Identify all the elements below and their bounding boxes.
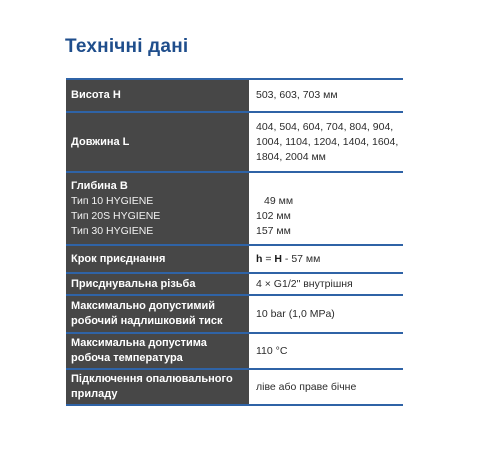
spec-table bbox=[66, 78, 403, 406]
table-row bbox=[66, 273, 403, 295]
row-label-length: Довжина L bbox=[66, 112, 250, 172]
row-label-height: Висота Н bbox=[66, 79, 250, 112]
row-label-depth bbox=[66, 172, 250, 245]
table-row bbox=[66, 79, 403, 112]
row-value-temperature: 110 °C bbox=[250, 333, 404, 369]
table-row bbox=[66, 369, 403, 405]
row-value-height: 503, 603, 703 мм bbox=[250, 79, 404, 112]
table-row bbox=[66, 245, 403, 273]
table-row bbox=[66, 112, 403, 172]
depth-type-10: Тип 10 HYGIENE bbox=[71, 194, 154, 207]
row-value-pitch: h = H - 57 мм bbox=[250, 245, 404, 273]
depth-value-20s: 102 мм bbox=[256, 209, 291, 222]
table-row bbox=[66, 333, 403, 369]
depth-value-10: 49 мм bbox=[264, 194, 294, 207]
depth-label: Глибина В bbox=[71, 179, 128, 192]
table-row bbox=[66, 295, 403, 333]
row-value-thread: 4 × G1/2" внутрішня bbox=[250, 273, 404, 295]
row-label-temperature: Максимальна допустима робоча температура bbox=[66, 333, 250, 369]
depth-type-30: Тип 30 HYGIENE bbox=[71, 224, 154, 237]
depth-value-30: 157 мм bbox=[256, 224, 291, 237]
row-label-pitch: Крок приєднання bbox=[66, 245, 250, 273]
row-value-length: 404, 504, 604, 704, 804, 904, 1004, 1104, 1204, 1404, 1604, 1804, 2004 мм bbox=[250, 112, 404, 172]
table-row bbox=[66, 172, 403, 245]
row-label-thread: Присднувальна різьба bbox=[66, 273, 250, 295]
row-value-pressure: 10 bar (1,0 MPa) bbox=[250, 295, 404, 333]
row-value-connection: ліве або праве бічне bbox=[250, 369, 404, 405]
row-value-depth bbox=[250, 172, 404, 245]
depth-type-20s: Тип 20S HYGIENE bbox=[71, 209, 161, 222]
row-label-pressure: Максимально допустимий робочий надлишковий тиск bbox=[66, 295, 250, 333]
row-label-connection: Підключення опалювального приладу bbox=[66, 369, 250, 405]
page-title: Технічні дані bbox=[65, 36, 189, 57]
